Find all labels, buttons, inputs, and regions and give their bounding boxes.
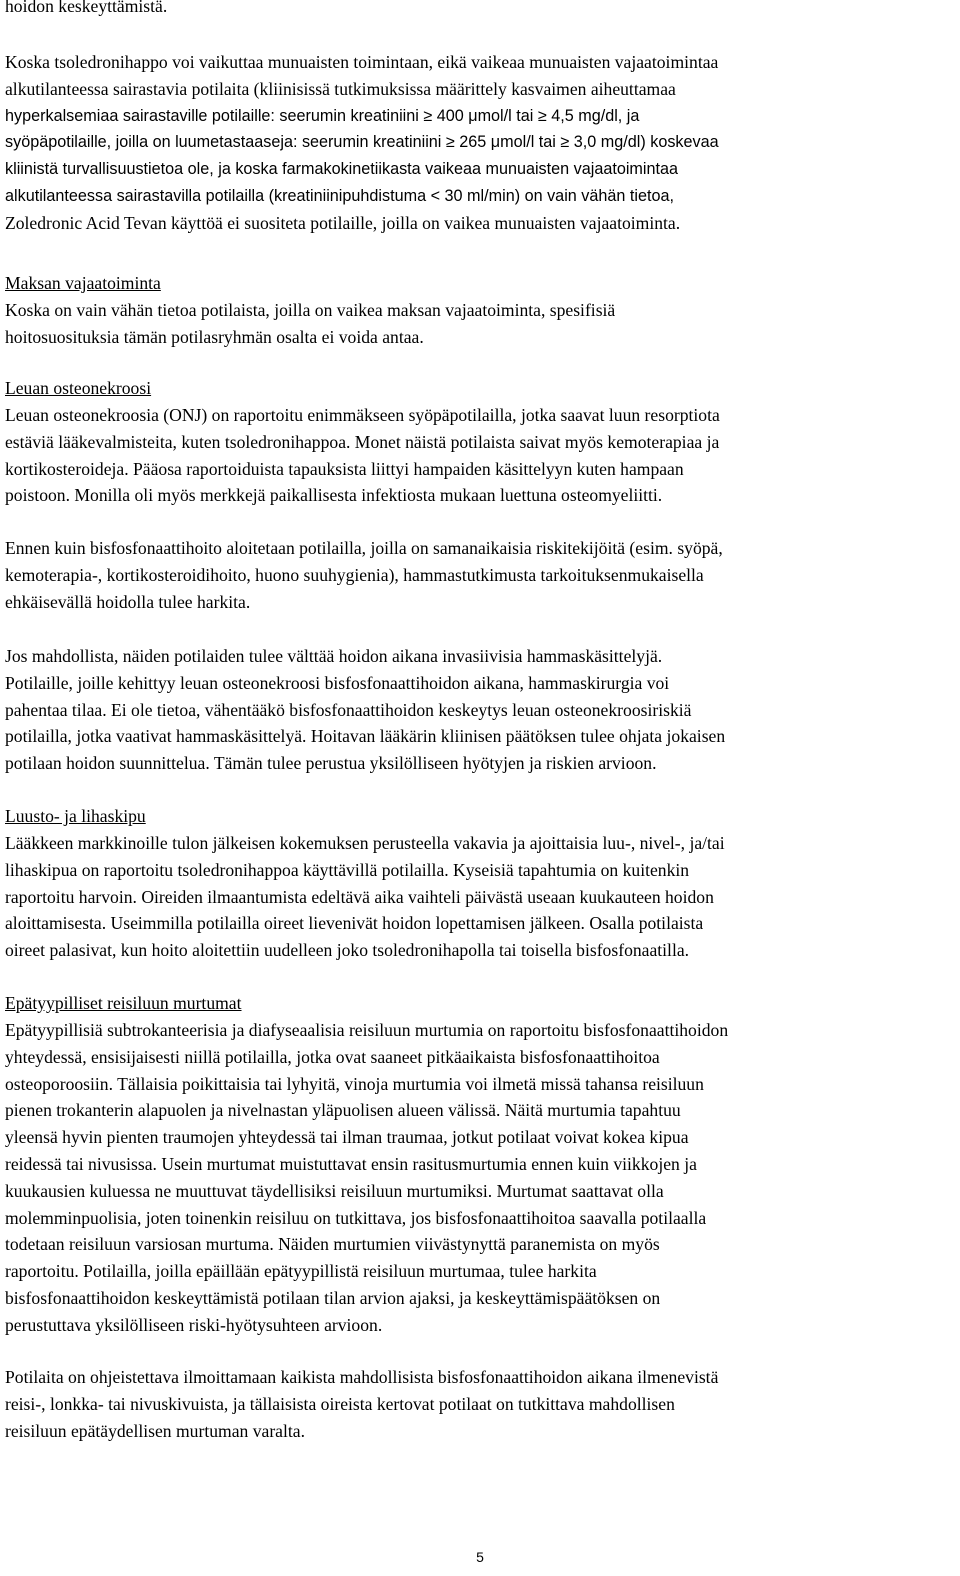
text-line: oireet palasivat, kun hoito aloitettiin uudelleen joko tsoledronihapolla tai toisella bisfosfonaatilla. bbox=[5, 940, 690, 961]
text-line: Leuan osteonekroosia (ONJ) on raportoitu enimmäkseen syöpäpotilailla, jotka saavat luun resorptiota bbox=[5, 405, 720, 425]
text-line: pahentaa tilaa. Ei ole tietoa, vähentääkö bisfosfonaattihoidon keskeytys leuan osteonekroosiriskiä bbox=[5, 699, 692, 720]
text-line: ehkäisevällä hoidolla tulee harkita. bbox=[5, 591, 251, 612]
text-line: pienen trokanterin alapuolen ja nivelnastan yläpuolisen alueen välissä. Näitä murtumia tapahtuu bbox=[5, 1100, 681, 1121]
atypical-femoral-fractures-paragraph-2 bbox=[5, 1364, 957, 1444]
text-line: reisi-, lonkka- tai nivuskivuista, ja tällaisista oireista kertovat potilaat on tutkittava mahdollisen bbox=[5, 1393, 675, 1414]
hepatic-impairment-paragraph bbox=[5, 297, 957, 351]
page-number: 5 bbox=[476, 1549, 484, 1565]
renal-impairment-paragraph bbox=[5, 49, 957, 237]
hepatic-impairment-heading: Maksan vajaatoiminta bbox=[5, 273, 161, 293]
text-line: kemoterapia-, kortikosteroidihoito, huono suuhygienia), hammastutkimusta tarkoituksenmukaisella bbox=[5, 564, 704, 585]
text-line: raportoitu. Potilailla, joilla epäillään epätyypillistä reisiluun murtumaa, tulee harkita bbox=[5, 1261, 597, 1282]
text-line: kortikosteroideja. Pääosa raportoiduista tapauksista liittyi hampaiden käsittelyyn kuten hampaan bbox=[5, 458, 684, 479]
intro-tail-paragraph bbox=[5, 0, 957, 20]
text-line: yhteydessä, ensisijaisesti niillä potilailla, jotka ovat saaneet pitkäaikaista bisfosfonaattihoitoa bbox=[5, 1046, 660, 1067]
text-line: potilaan hoidon suunnittelua. Tämän tulee perustua yksilölliseen hyötyjen ja riskien arvioon. bbox=[5, 753, 657, 774]
text-line: yleensä hyvin pienten traumojen yhteydessä tai ilman traumaa, jotkut potilaat voivat kokea kipua bbox=[5, 1127, 689, 1148]
onj-paragraph-3 bbox=[5, 643, 957, 777]
onj-heading: Leuan osteonekroosi bbox=[5, 378, 152, 398]
text-line: syöpäpotilaille, joilla on luumetastaaseja: seerumin kreatiniini ≥ 265 μmol/l tai ≥ 3,0 mg/dl) koskevaa bbox=[5, 133, 719, 152]
text-line: reidessä tai nivusissa. Usein murtumat muistuttavat ensin rasitusmurtumia ennen kuin viikkojen ja bbox=[5, 1153, 697, 1174]
onj-paragraph-2 bbox=[5, 535, 957, 615]
text-line: Koska tsoledronihappo voi vaikuttaa munuaisten toimintaan, eikä vaikeaa munuaisten vajaatoimintaa bbox=[5, 52, 719, 72]
text-line: perustuttava yksilölliseen riski-hyötysuhteen arvioon. bbox=[5, 1314, 383, 1335]
text-line: molemminpuolisia, joten toinenkin reisiluu on tutkittava, jos bisfosfonaattihoitoa saavalla potilaalla bbox=[5, 1207, 707, 1228]
text-line: Lääkkeen markkinoille tulon jälkeisen kokemuksen perusteella vakavia ja ajoittaisia luu-, nivel-, ja/tai bbox=[5, 833, 725, 853]
musculoskeletal-pain-paragraph bbox=[5, 830, 957, 964]
text-line: alkutilanteessa sairastavilla potilailla (kreatiniinipuhdistuma < 30 ml/min) on vain vähän tietoa, bbox=[5, 186, 674, 205]
text-line: Potilaita on ohjeistettava ilmoittamaan kaikista mahdollisista bisfosfonaattihoidon aikana ilmenevistä bbox=[5, 1367, 719, 1387]
text-line: poistoon. Monilla oli myös merkkejä paikallisesta infektiosta mukaan luettuna osteomyeliitti. bbox=[5, 485, 663, 506]
text-line: hoidon keskeyttämistä. bbox=[5, 0, 168, 16]
text-line: hoitosuosituksia tämän potilasryhmän osalta ei voida antaa. bbox=[5, 326, 424, 347]
atypical-femoral-fractures-paragraph-1 bbox=[5, 1017, 957, 1339]
text-line: potilailla, jotka vaativat hammaskäsittelyä. Hoitavan lääkärin kliinisen päätöksen tulee ohjata jokaisen bbox=[5, 726, 726, 747]
text-line: lihaskipua on raportoitu tsoledronihappoa käyttävillä potilailla. Kyseisiä tapahtumia on kuitenkin bbox=[5, 859, 690, 880]
text-line: Koska on vain vähän tietoa potilaista, joilla on vaikea maksan vajaatoiminta, spesifisiä bbox=[5, 300, 616, 320]
text-line: Ennen kuin bisfosfonaattihoito aloitetaan potilailla, joilla on samanaikaisia riskitekijöitä (esim. syöpä, bbox=[5, 538, 723, 558]
text-line: estäviä lääkevalmisteita, kuten tsoledronihappoa. Monet näistä potilaista saivat myös kemoterapiaa ja bbox=[5, 431, 720, 452]
text-line: reisiluun epätäydellisen murtuman varalta. bbox=[5, 1420, 305, 1441]
text-line: Zoledronic Acid Tevan käyttöä ei suositeta potilaille, joilla on vaikea munuaisten vajaatoiminta. bbox=[5, 212, 681, 233]
text-line: kliinistä turvallisuustietoa ole, ja koska farmakokinetiikasta vaikeaa munuaisten vajaatoimintaa bbox=[5, 160, 679, 179]
text-line: alkutilanteessa sairastavia potilaita (kliinisissä tutkimuksissa määrittely kasvaimen aiheuttamaa bbox=[5, 78, 676, 99]
text-line: osteoporoosiin. Tällaisia poikittaisia tai lyhyitä, vinoja murtumia voi ilmetä missä tahansa reisiluun bbox=[5, 1073, 704, 1094]
text-line: Epätyypillisiä subtrokanteerisia ja diafyseaalisia reisiluun murtumia on raportoitu bisfosfonaattihoidon bbox=[5, 1020, 729, 1040]
text-line: Jos mahdollista, näiden potilaiden tulee välttää hoidon aikana invasiivisia hammaskäsittelyjä. bbox=[5, 646, 663, 666]
text-line: hyperkalsemiaa sairastaville potilaille: seerumin kreatiniini ≥ 400 μmol/l tai ≥ 4,5 mg/dl, ja bbox=[5, 106, 640, 125]
onj-paragraph-1 bbox=[5, 402, 957, 509]
text-line: aloittamisesta. Useimmilla potilailla oireet lievenivät hoidon lopettamisen jälkeen. Osalla potilaista bbox=[5, 913, 704, 934]
atypical-femoral-fractures-heading: Epätyypilliset reisiluun murtumat bbox=[5, 993, 242, 1013]
text-line: kuukausien kuluessa ne muuttuvat täydellisiksi reisiluun murtumiksi. Murtumat saattavat olla bbox=[5, 1180, 664, 1201]
text-line: todetaan reisiluun varsiosan murtuma. Näiden murtumien viivästynyttä paranemista on myös bbox=[5, 1234, 660, 1255]
text-line: Potilaille, joille kehittyy leuan osteonekroosi bisfosfonaattihoidon aikana, hammaskirurgia voi bbox=[5, 672, 670, 693]
text-line: bisfosfonaattihoidon keskeyttämistä potilaan tilan arvion ajaksi, ja keskeyttämispäätöksen on bbox=[5, 1287, 661, 1308]
text-line: raportoitu harvoin. Oireiden ilmaantumista edeltävä aika vaihteli päivästä useaan kuukauteen hoidon bbox=[5, 886, 714, 907]
musculoskeletal-pain-heading: Luusto- ja lihaskipu bbox=[5, 806, 146, 826]
